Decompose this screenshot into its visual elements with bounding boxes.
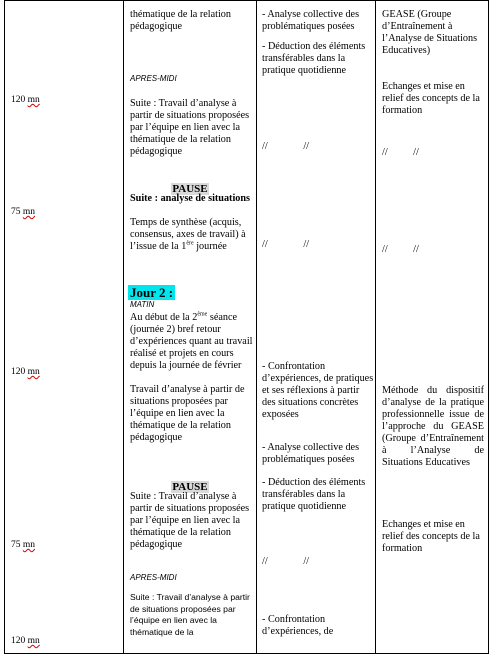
activity-suite-analyse-title: Suite : analyse de situations (130, 193, 251, 204)
tool-ditto-1: // // (382, 147, 419, 158)
duration-4: 75 mn (11, 540, 36, 550)
apres-midi-label-1: APRES-MIDI (130, 74, 177, 83)
activity-debut-seance: Au début de la 2ème séance (journée 2) bref retour d’expériences quant au travail réalisé et projets en cours depuis la journée de février (130, 311, 253, 371)
activity-suite-travail-3: Suite : Travail d’analyse à partir de situations proposées par l’équipe en lien avec la thématique de la (130, 592, 250, 637)
methods-column (257, 1, 376, 654)
tool-echanges-2: Echanges et mise en relief des concepts de la formation (382, 519, 480, 554)
duration-5: 120 mn (11, 636, 40, 646)
tools-column (376, 1, 489, 654)
pause-1: PAUSE (172, 183, 208, 195)
tool-methode: Méthode du dispositif d’analyse de la pratique professionnelle issue de l’approche du GEASE (Groupe d’Entraînement à l’Analyse de Situations Educatives (382, 385, 484, 468)
program-table-page (4, 0, 486, 653)
tool-echanges-1: Echanges et mise en relief des concepts de la formation (382, 81, 480, 116)
method-deduction-1: - Déduction des éléments transférables dans la pratique quotidienne (262, 41, 366, 76)
duration-column (5, 1, 124, 654)
activity-travail-jour2: Travail d’analyse à partir de situations proposées par l’équipe en lien avec la thématique de la relation pédagogique (130, 384, 245, 443)
method-ditto-3: // // (262, 556, 309, 567)
activity-top-fragment: thématique de la relation pédagogique (130, 9, 231, 32)
tool-gease-1: GEASE (Groupe d’Entraînement à l’Analyse de Situations Educatives) (382, 9, 478, 56)
duration-3: 120 mn (11, 367, 40, 377)
apres-midi-label-2: APRES-MIDI (130, 573, 177, 582)
jour2-heading: Jour 2 : (130, 285, 174, 300)
activity-suite-travail-2: Suite : Travail d’analyse à partir de situations proposées par l’équipe en lien avec la thématique de la relation pédagogique (130, 491, 250, 550)
method-confrontation-2: - Confrontation d’expériences, de (262, 614, 334, 637)
tool-ditto-2: // // (382, 244, 419, 255)
program-table (4, 0, 489, 654)
method-deduction-2: - Déduction des éléments transférables dans la pratique quotidienne (262, 477, 366, 512)
matin-label: MATIN (130, 300, 155, 309)
activity-suite-travail-1: Suite : Travail d’analyse à partir de situations proposées par l’équipe en lien avec la thématique de la relation pédagogique (130, 98, 250, 157)
table-row (5, 1, 489, 654)
method-confrontation-1: - Confrontation d’expériences, de pratiques et ses réflexions à partir des situations concrètes exposées (262, 361, 374, 420)
pause-2: PAUSE (172, 481, 208, 493)
duration-2: 75 mn (11, 207, 36, 217)
method-ditto-2: // // (262, 239, 309, 250)
method-analyse-collective-2: - Analyse collective des problématiques posées (262, 442, 360, 465)
activities-column (124, 1, 257, 654)
activity-synthese: Temps de synthèse (acquis, consensus, axes de travail) à l’issue de la 1ère journée (130, 217, 246, 252)
duration-1: 120 mn (11, 95, 40, 105)
method-analyse-collective-1: - Analyse collective des problématiques posées (262, 9, 360, 32)
method-ditto-1: // // (262, 141, 309, 152)
